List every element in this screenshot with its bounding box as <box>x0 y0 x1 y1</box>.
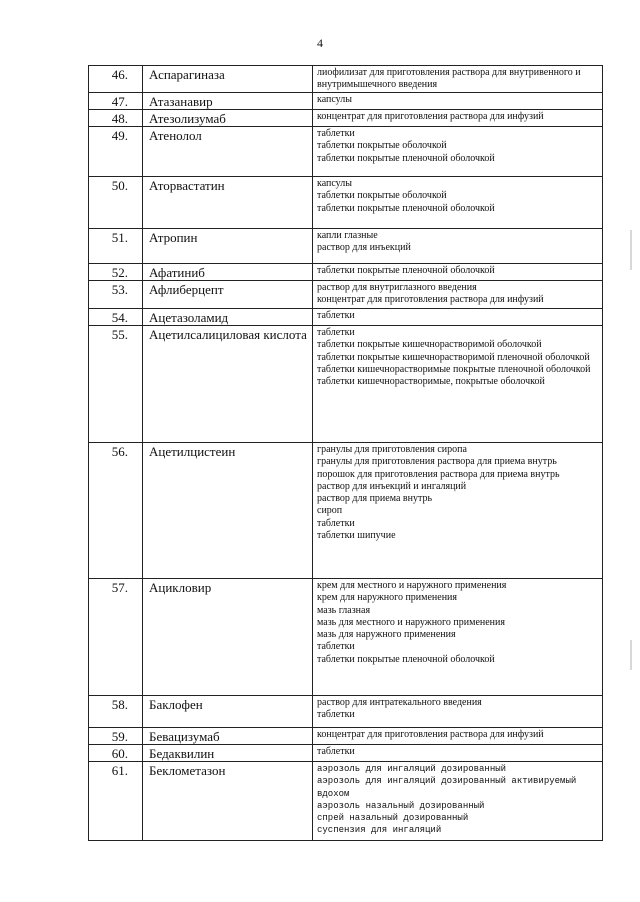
table-row <box>89 229 603 264</box>
dosage-form: мазь глазная <box>317 604 371 616</box>
dosage-form: таблетки покрытые кишечнорастворимой пленочной оболочкой <box>317 351 590 363</box>
row-number: 56. <box>89 443 143 579</box>
table-row <box>89 745 603 762</box>
table-row <box>89 443 603 579</box>
dosage-form: суспензия для ингаляций <box>317 825 442 836</box>
table-row <box>89 326 603 443</box>
table-row <box>89 762 603 841</box>
row-number: 55. <box>89 326 143 443</box>
dosage-form: концентрат для приготовления раствора для инфузий <box>317 729 544 740</box>
dosage-form: таблетки <box>317 310 355 321</box>
dosage-form: крем для наружного применения <box>317 592 458 604</box>
dosage-forms <box>313 93 603 110</box>
row-number: 47. <box>89 93 143 110</box>
row-number: 52. <box>89 264 143 281</box>
drug-name: Баклофен <box>143 696 313 728</box>
dosage-forms <box>313 579 603 696</box>
dosage-forms <box>313 443 603 579</box>
drug-name: Афатиниб <box>143 264 313 281</box>
row-number: 46. <box>89 66 143 93</box>
table-row <box>89 66 603 93</box>
dosage-forms <box>313 762 603 841</box>
dosage-form: таблетки шипучие <box>317 530 396 542</box>
dosage-form: капли глазные <box>317 230 378 241</box>
row-number: 50. <box>89 177 143 229</box>
row-number: 58. <box>89 696 143 728</box>
drug-name: Бедаквилин <box>143 745 313 762</box>
dosage-form: таблетки покрытые оболочкой <box>317 140 447 152</box>
dosage-forms <box>313 110 603 127</box>
drug-name: Атезолизумаб <box>143 110 313 127</box>
drug-name: Аспарагиназа <box>143 66 313 93</box>
dosage-form: крем для местного и наружного применения <box>317 580 507 591</box>
drug-name: Бевацизумаб <box>143 728 313 745</box>
drug-name: Атропин <box>143 229 313 264</box>
table-body <box>89 66 603 841</box>
table-row <box>89 281 603 309</box>
dosage-form: гранулы для приготовления раствора для приема внутрь <box>317 456 557 468</box>
dosage-forms <box>313 745 603 762</box>
dosage-form: таблетки покрытые кишечнорастворимой оболочкой <box>317 339 542 351</box>
dosage-forms <box>313 696 603 728</box>
dosage-form: аэрозоль для ингаляций дозированный <box>317 764 507 774</box>
dosage-form: мазь для наружного применения <box>317 629 456 641</box>
dosage-form: аэрозоль назальный дозированный <box>317 800 485 811</box>
dosage-form: спрей назальный дозированный <box>317 813 469 824</box>
row-number: 59. <box>89 728 143 745</box>
dosage-form: раствор для внутриглазного введения <box>317 282 477 293</box>
dosage-form: таблетки <box>317 128 355 139</box>
row-number: 54. <box>89 309 143 326</box>
dosage-forms <box>313 66 603 93</box>
dosage-forms <box>313 127 603 177</box>
dosage-form: таблетки кишечнорастворимые, покрытые оболочкой <box>317 376 545 388</box>
dosage-form: таблетки кишечнорастворимые покрытые пленочной оболочкой <box>317 363 591 375</box>
dosage-form: концентрат для приготовления раствора для инфузий <box>317 111 544 122</box>
dosage-form: таблетки <box>317 746 355 757</box>
dosage-form: гранулы для приготовления сиропа <box>317 444 467 455</box>
dosage-form: капсулы <box>317 178 352 189</box>
dosage-form: раствор для инъекций и ингаляций <box>317 480 467 492</box>
drug-name: Ацетилсалициловая кислота <box>143 326 313 443</box>
dosage-form: таблетки покрытые пленочной оболочкой <box>317 202 495 214</box>
table-row <box>89 579 603 696</box>
dosage-forms <box>313 177 603 229</box>
drug-table <box>88 65 603 841</box>
table-row <box>89 696 603 728</box>
table-row <box>89 177 603 229</box>
dosage-form: раствор для инъекций <box>317 242 411 254</box>
dosage-form: концентрат для приготовления раствора для инфузий <box>317 294 544 306</box>
dosage-form: таблетки <box>317 641 355 653</box>
drug-name: Беклометазон <box>143 762 313 841</box>
drug-name: Ацетилцистеин <box>143 443 313 579</box>
drug-name: Ацикловир <box>143 579 313 696</box>
dosage-form: мазь для местного и наружного применения <box>317 616 505 628</box>
dosage-form: таблетки покрытые оболочкой <box>317 190 447 202</box>
dosage-forms <box>313 229 603 264</box>
dosage-forms <box>313 264 603 281</box>
row-number: 49. <box>89 127 143 177</box>
table-row <box>89 127 603 177</box>
table-row <box>89 110 603 127</box>
scan-edge-mark <box>630 640 632 670</box>
dosage-form: таблетки <box>317 709 355 721</box>
table-row <box>89 309 603 326</box>
dosage-form: аэрозоль для ингаляций дозированный активируемый вдохом <box>317 776 577 799</box>
dosage-forms <box>313 326 603 443</box>
dosage-forms <box>313 281 603 309</box>
row-number: 60. <box>89 745 143 762</box>
drug-name: Атенолол <box>143 127 313 177</box>
dosage-form: лиофилизат для приготовления раствора для внутривенного и внутримышечного введения <box>317 67 581 91</box>
table-row <box>89 93 603 110</box>
drug-name: Ацетазоламид <box>143 309 313 326</box>
dosage-form: таблетки покрытые пленочной оболочкой <box>317 653 495 665</box>
row-number: 57. <box>89 579 143 696</box>
dosage-forms <box>313 728 603 745</box>
row-number: 48. <box>89 110 143 127</box>
page-number: 4 <box>317 36 323 50</box>
dosage-form: порошок для приготовления раствора для приема внутрь <box>317 468 560 480</box>
dosage-form: раствор для приема внутрь <box>317 493 433 505</box>
dosage-form: таблетки <box>317 517 355 529</box>
dosage-form: таблетки покрытые пленочной оболочкой <box>317 152 495 164</box>
dosage-form: раствор для интратекального введения <box>317 697 482 708</box>
dosage-form: сироп <box>317 505 343 517</box>
scan-edge-mark <box>630 230 632 270</box>
row-number: 51. <box>89 229 143 264</box>
drug-name: Аторвастатин <box>143 177 313 229</box>
dosage-forms <box>313 309 603 326</box>
row-number: 61. <box>89 762 143 841</box>
drug-name: Афлиберцепт <box>143 281 313 309</box>
drug-name: Атазанавир <box>143 93 313 110</box>
table-row <box>89 264 603 281</box>
row-number: 53. <box>89 281 143 309</box>
dosage-form: таблетки <box>317 327 355 338</box>
table-row <box>89 728 603 745</box>
dosage-form: капсулы <box>317 94 352 105</box>
dosage-form: таблетки покрытые пленочной оболочкой <box>317 265 495 276</box>
